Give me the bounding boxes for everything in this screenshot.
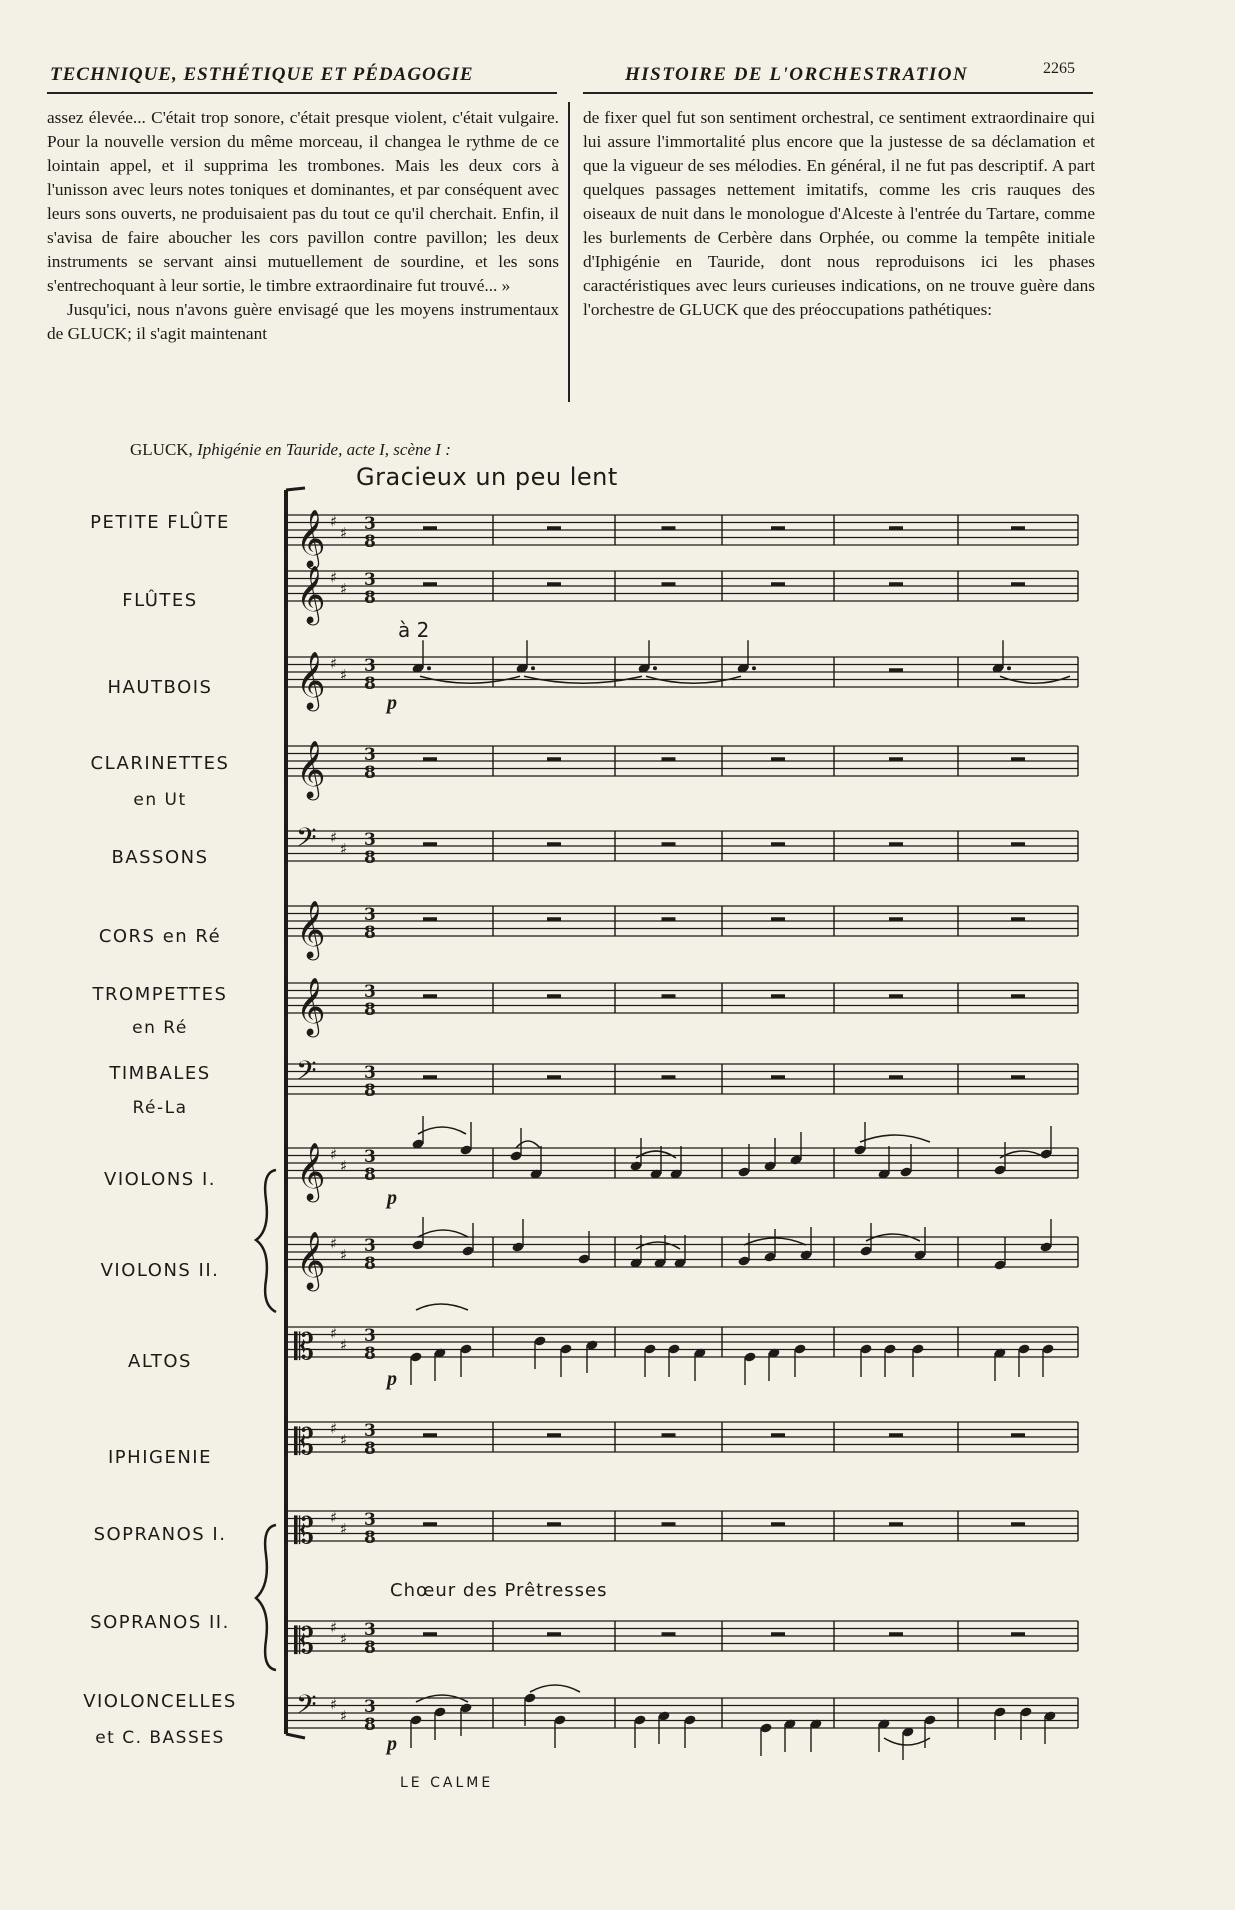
sharp-f: ♯ [330,1324,338,1343]
sharp-c: ♯ [340,1156,348,1175]
measure-rest [771,757,785,761]
instrument-label: CLARINETTES [90,753,230,774]
instrument-label: SOPRANOS I. [93,1524,227,1545]
measure-rest [423,1433,437,1437]
sharp-c: ♯ [340,1335,348,1354]
running-header-right: HISTOIRE DE L'ORCHESTRATION [625,64,969,85]
time-sig-bottom: 8 [364,674,376,694]
measure-rest [1011,757,1025,761]
measure-rest [547,526,561,530]
measure-rest [547,1075,561,1079]
time-sig-top: 3 [364,514,376,534]
slur [530,1685,580,1692]
tempo-marking: Gracieux un peu lent [356,463,618,491]
time-sig-bottom: 8 [364,923,376,943]
instrument-label: HAUTBOIS [107,677,213,698]
alto-clef: 𝄡 [294,1327,315,1368]
time-sig-bottom: 8 [364,1254,376,1274]
measure-rest [423,757,437,761]
measure-rest [662,582,676,586]
treble-clef: 𝄞 [296,509,326,567]
measure-rest [1011,842,1025,846]
sharp-c: ♯ [340,1629,348,1648]
time-sig-bottom: 8 [364,1000,376,1020]
dot [1007,666,1011,670]
measure-rest [547,582,561,586]
measure-rest [771,1632,785,1636]
instrument-label: IPHIGENIE [108,1447,212,1468]
time-sig-bottom: 8 [364,1081,376,1101]
sharp-c: ♯ [340,1706,348,1725]
sharp-f: ♯ [330,568,338,587]
instrument-label: VIOLONS I. [104,1169,216,1190]
sharp-f: ♯ [330,512,338,531]
slur [860,1135,930,1142]
measure-rest [547,917,561,921]
system-bracket-bottom [286,1734,305,1738]
instrument-sublabel: et C. BASSES [95,1728,225,1748]
instrument-label: PETITE FLÛTE [90,512,230,533]
time-sig-bottom: 8 [364,1165,376,1185]
sharp-c: ♯ [340,523,348,542]
measure-rest [771,1075,785,1079]
measure-rest [423,917,437,921]
measure-rest [662,1075,676,1079]
measure-rest [1011,1522,1025,1526]
alto-clef: 𝄡 [294,1621,315,1662]
measure-rest [771,582,785,586]
sharp-f: ♯ [330,828,338,847]
sharp-c: ♯ [340,1430,348,1449]
measure-rest [662,917,676,921]
time-sig-top: 3 [364,1147,376,1167]
time-sig-top: 3 [364,905,376,925]
measure-rest [1011,582,1025,586]
measure-rest [889,1075,903,1079]
dot [427,666,431,670]
slur [1000,1151,1046,1158]
treble-clef: 𝄞 [296,977,326,1035]
right-paragraph-1: de fixer quel fut son sentiment orchestral, ce sentiment extraordinaire qui lui assure l'immortalité plus encore que la justesse de sa déclamation et que la vigueur de ses mélodies. En général, il ne fut pas descriptif. A part quelques passages nettement imitatifs, comme les cris rauques des oiseaux de nuit dans le monologue d'Alceste à l'entrée du Tartare, comme les burlements de Cerbère dans Orphée, ou comme la tempête initiale d'Iphigénie en Tauride, dont nous reproduisons ici les phases caractéristiques avec leurs curieuses indications, on ne trouve guère dans l'orchestre de GLUCK que des préoccupations pathétiques: [583,108,1095,319]
time-sig-bottom: 8 [364,1638,376,1658]
time-sig-bottom: 8 [364,1439,376,1459]
dot [653,666,657,670]
slur [636,1242,680,1249]
time-sig-bottom: 8 [364,763,376,783]
a2-marking: à 2 [398,618,430,642]
measure-rest [423,582,437,586]
dynamic-p: p [387,1368,397,1390]
time-sig-top: 3 [364,1236,376,1256]
sharp-f: ♯ [330,1508,338,1527]
measure-rest [423,842,437,846]
treble-clef: 𝄞 [296,565,326,623]
time-sig-top: 3 [364,1326,376,1346]
measure-rest [547,1433,561,1437]
measure-rest [889,1632,903,1636]
measure-rest [889,994,903,998]
sopranos-brace [256,1525,276,1670]
measure-rest [1011,1632,1025,1636]
measure-rest [889,757,903,761]
treble-clef: 𝄞 [296,1231,326,1289]
measure-rest [547,757,561,761]
time-sig-top: 3 [364,1697,376,1717]
sharp-f: ♯ [330,1145,338,1164]
slur [636,1151,676,1158]
measure-rest [547,1522,561,1526]
time-sig-top: 3 [364,830,376,850]
instrument-label: VIOLONCELLES [83,1691,237,1712]
measure-rest [771,842,785,846]
sharp-c: ♯ [340,839,348,858]
instrument-label: SOPRANOS II. [90,1612,230,1633]
time-sig-top: 3 [364,1510,376,1530]
time-sig-bottom: 8 [364,1344,376,1364]
time-sig-top: 3 [364,570,376,590]
treble-clef: 𝄞 [296,740,326,798]
slur [884,1738,930,1745]
measure-rest [547,994,561,998]
slur [416,1304,468,1310]
measure-rest [662,1632,676,1636]
measure-rest [889,668,903,672]
treble-clef: 𝄞 [296,1142,326,1200]
instrument-label: ALTOS [128,1351,192,1372]
measure-rest [889,582,903,586]
time-sig-top: 3 [364,745,376,765]
dynamic-p: p [387,1733,397,1755]
footer-label: LE CALME [400,1775,494,1791]
measure-rest [889,1433,903,1437]
measure-rest [423,1522,437,1526]
dot [531,666,535,670]
measure-rest [662,1522,676,1526]
instrument-label: TROMPETTES [92,984,228,1005]
measure-rest [423,526,437,530]
measure-rest [771,1433,785,1437]
page-number: 2265 [1043,60,1075,77]
measure-rest [889,1522,903,1526]
sharp-c: ♯ [340,1519,348,1538]
measure-rest [423,1632,437,1636]
bass-clef: 𝄢 [296,1688,317,1727]
time-sig-top: 3 [364,1620,376,1640]
sharp-c: ♯ [340,1245,348,1264]
measure-rest [1011,526,1025,530]
sharp-f: ♯ [330,1234,338,1253]
sharp-f: ♯ [330,654,338,673]
time-sig-bottom: 8 [364,1715,376,1735]
sharp-f: ♯ [330,1618,338,1637]
measure-rest [662,994,676,998]
dynamic-p: p [387,692,397,714]
dynamic-p: p [387,1187,397,1209]
alto-clef: 𝄡 [294,1422,315,1463]
instrument-label: FLÛTES [122,590,198,611]
measure-rest [547,842,561,846]
sharp-f: ♯ [330,1695,338,1714]
measure-rest [771,526,785,530]
sharp-c: ♯ [340,579,348,598]
instrument-label: VIOLONS II. [100,1260,220,1281]
caption-work: Iphigénie en Tauride, acte I, scène I : [197,440,451,459]
bass-clef: 𝄢 [296,1054,317,1093]
measure-rest [1011,1075,1025,1079]
alto-clef: 𝄡 [294,1511,315,1552]
instrument-label: TIMBALES [109,1063,211,1084]
measure-rest [423,994,437,998]
measure-rest [771,994,785,998]
measure-rest [547,1632,561,1636]
time-sig-top: 3 [364,656,376,676]
measure-rest [423,1075,437,1079]
time-sig-top: 3 [364,982,376,1002]
system-bracket-top [286,488,305,490]
measure-rest [1011,917,1025,921]
measure-rest [662,1433,676,1437]
time-sig-bottom: 8 [364,848,376,868]
instrument-sublabel: en Ré [132,1018,188,1038]
measure-rest [662,842,676,846]
measure-rest [662,526,676,530]
dot [752,666,756,670]
slur [418,1127,466,1134]
instrument-sublabel: Ré-La [132,1098,188,1118]
left-paragraph-2: Jusqu'ici, nous n'avons guère envisagé que les moyens instrumentaux de GLUCK; il s'agit maintenant [47,300,559,343]
time-sig-top: 3 [364,1421,376,1441]
violins-brace [256,1170,276,1312]
slur [516,1141,540,1148]
left-paragraph-1: assez élevée... C'était trop sonore, c'était presque violent, c'était vulgaire. Pour la nouvelle version du même morceau, il changea le rythme de ce lointain appel, et il supprima les trombones. Mais les deux cors à l'unisson avec leurs notes toniques et dominantes, et par conséquent avec leurs sons ouverts, ne produisaient pas du tout ce qu'il cherchait. Enfin, il s'avisa de faire aboucher les cors pavillon contre pavillon; les deux instruments se servant ainsi mutuellement de sourdine, et les sons s'entrechoquant à leur sortie, le timbre extraordinaire fut trouvé... » [47,108,559,295]
measure-rest [889,526,903,530]
treble-clef: 𝄞 [296,651,326,709]
time-sig-bottom: 8 [364,532,376,552]
measure-rest [1011,1433,1025,1437]
instrument-sublabel: en Ut [133,790,187,810]
sharp-f: ♯ [330,1419,338,1438]
instrument-label: BASSONS [111,847,209,868]
measure-rest [771,917,785,921]
measure-rest [1011,994,1025,998]
time-sig-top: 3 [364,1063,376,1083]
slur [418,1230,468,1237]
caption-composer: GLUCK, [130,440,193,459]
instrument-label: CORS en Ré [98,926,222,947]
measure-rest [771,1522,785,1526]
measure-rest [662,757,676,761]
chorus-label: Chœur des Prêtresses [390,1580,608,1601]
time-sig-bottom: 8 [364,588,376,608]
time-sig-bottom: 8 [364,1528,376,1548]
measure-rest [889,842,903,846]
bass-clef: 𝄢 [296,821,317,860]
treble-clef: 𝄞 [296,900,326,958]
sharp-c: ♯ [340,665,348,684]
running-header-left: TECHNIQUE, ESTHÉTIQUE ET PÉDAGOGIE [50,64,474,85]
measure-rest [889,917,903,921]
